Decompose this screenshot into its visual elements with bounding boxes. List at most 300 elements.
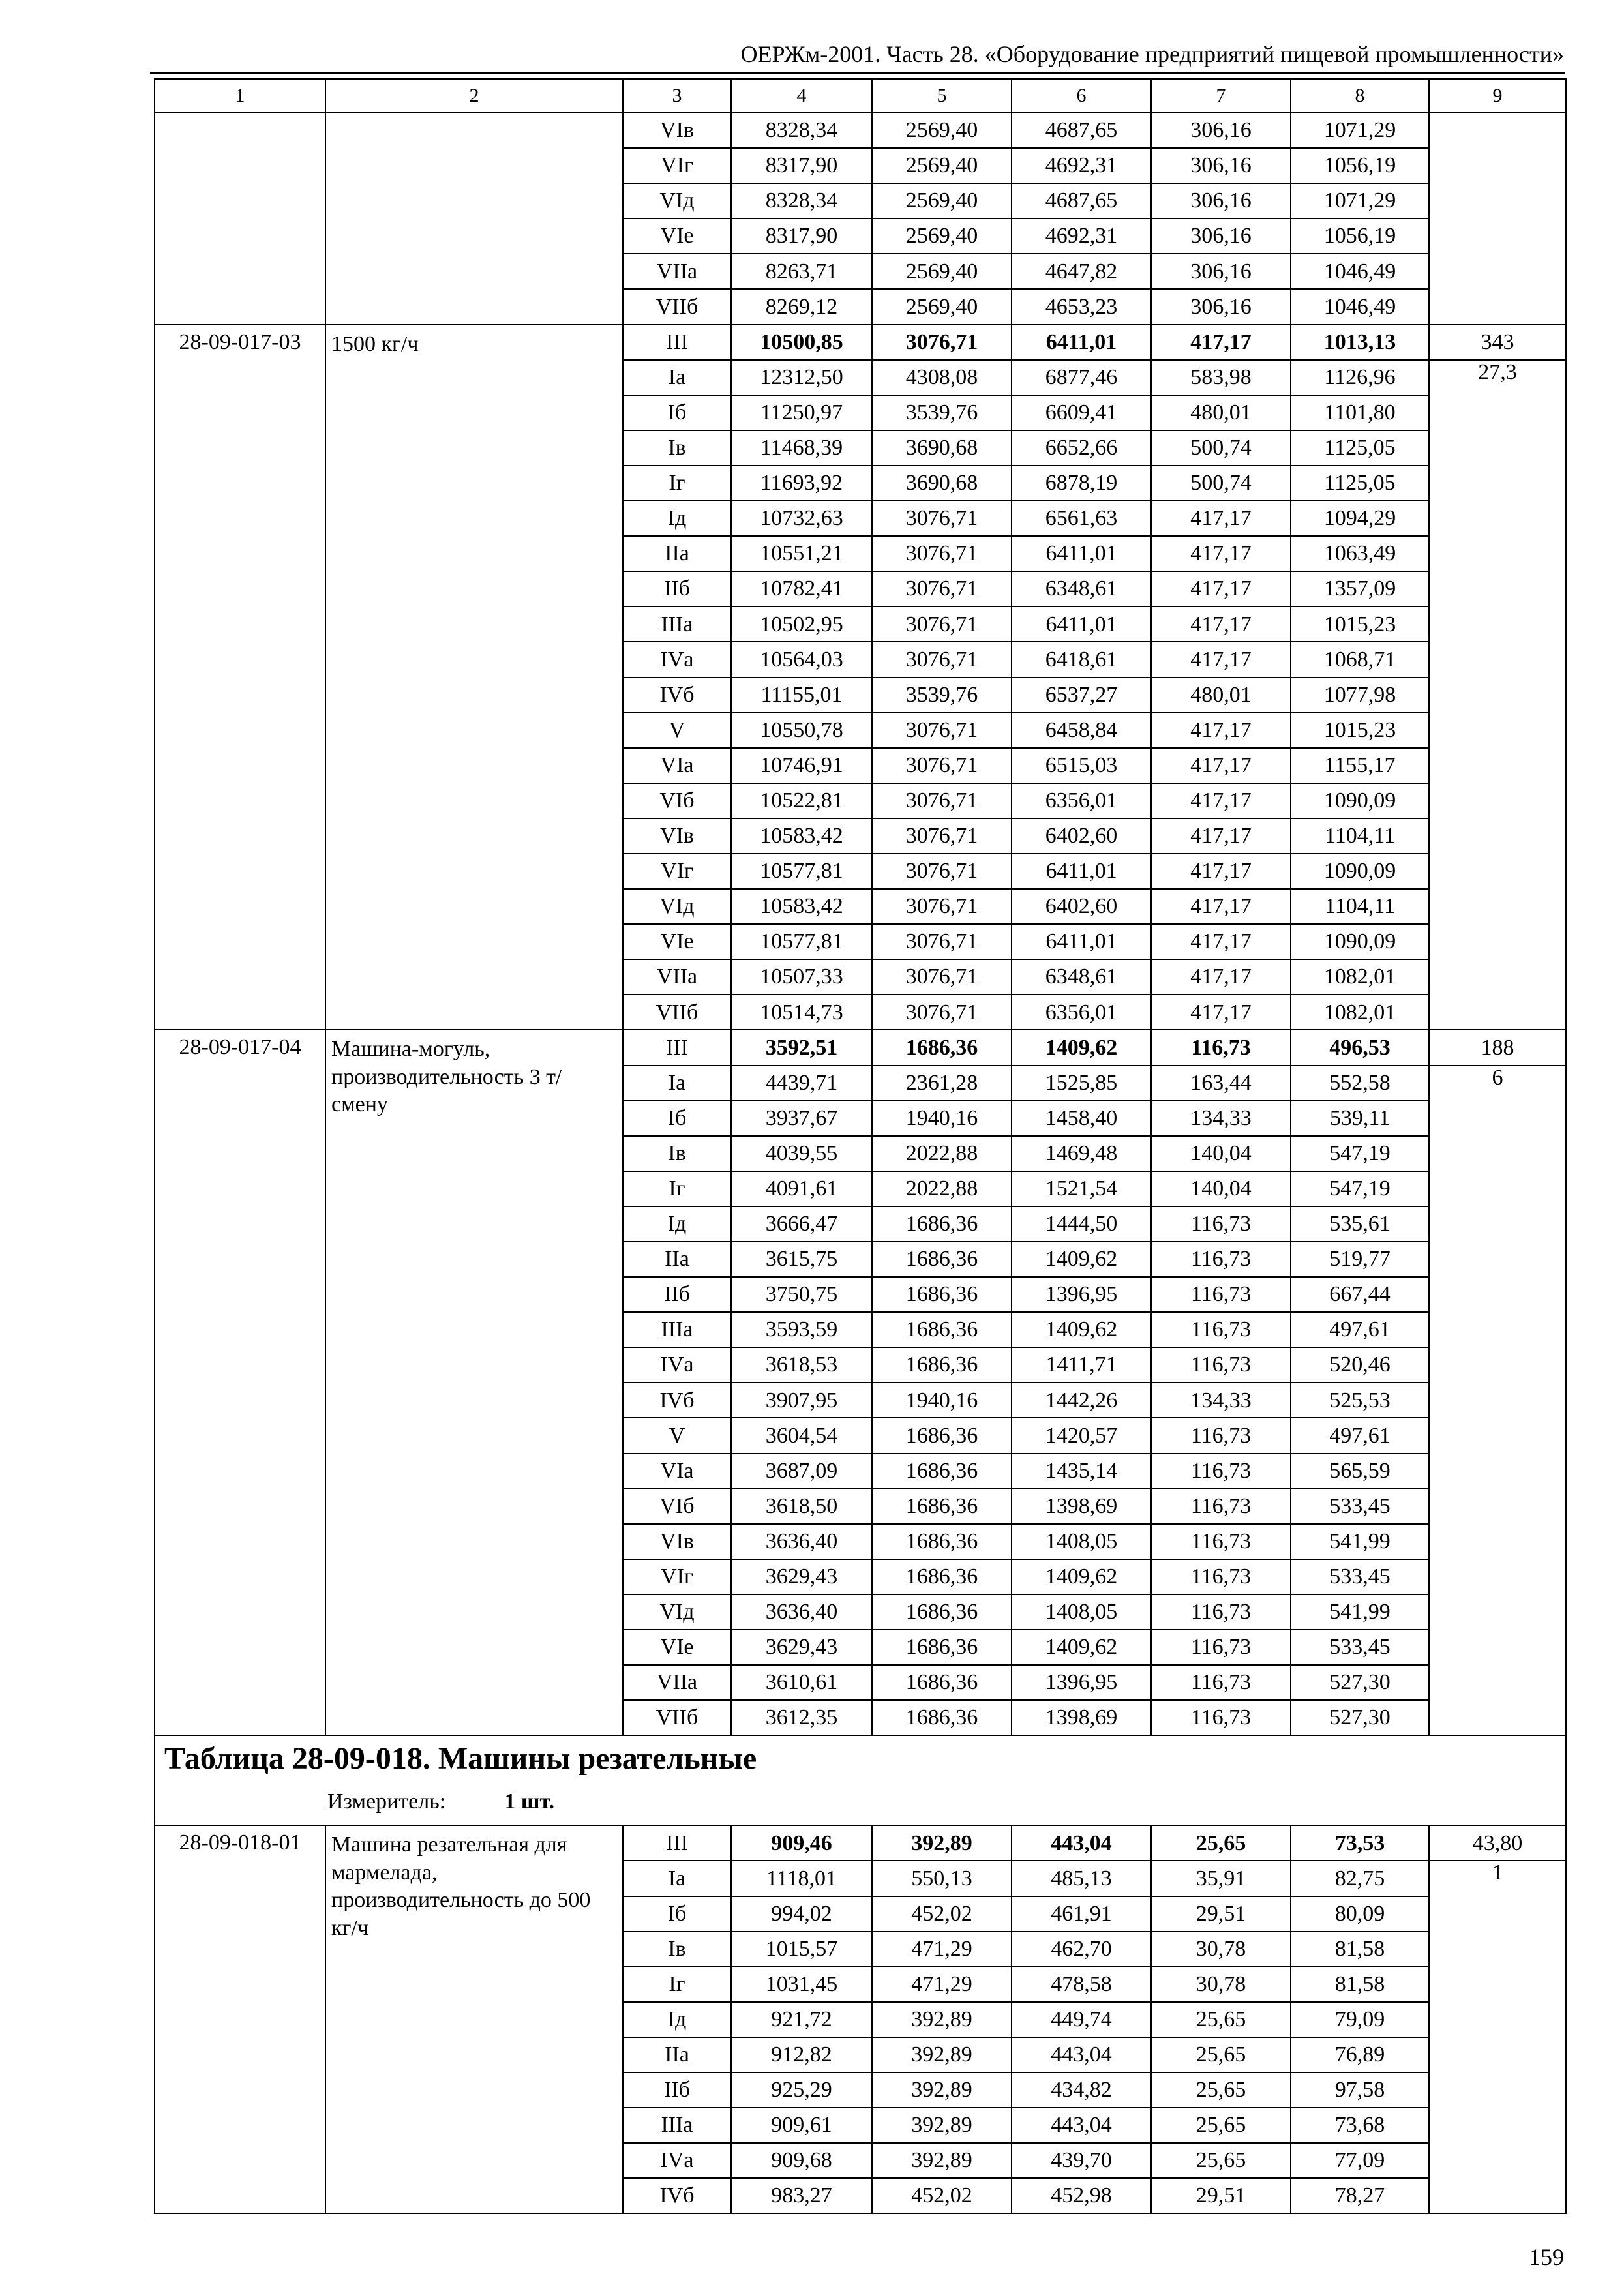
value-cell: 497,61 xyxy=(1291,1418,1429,1453)
value-cell: 8328,34 xyxy=(731,183,872,218)
header-rule xyxy=(150,72,1565,76)
value-cell: 116,73 xyxy=(1151,1418,1291,1453)
value-cell: 533,45 xyxy=(1291,1559,1429,1594)
zone-cell: IVб xyxy=(623,678,731,713)
value-cell: 134,33 xyxy=(1151,1101,1291,1136)
item-name-cell: Машина резательная для мармелада, производительность до 500 кг/ч xyxy=(325,1825,623,2213)
value-cell: 1686,36 xyxy=(872,1312,1012,1347)
value-cell: 1063,49 xyxy=(1291,536,1429,571)
value-cell: 3076,71 xyxy=(872,501,1012,536)
value-cell: 10564,03 xyxy=(731,642,872,677)
value-cell: 1686,36 xyxy=(872,1489,1012,1524)
value-cell: 3612,35 xyxy=(731,1700,872,1735)
zone-cell: VIIа xyxy=(623,959,731,995)
value-cell: 541,99 xyxy=(1291,1524,1429,1559)
value-cell: 3076,71 xyxy=(872,783,1012,818)
value-cell: 912,82 xyxy=(731,2037,872,2072)
value-cell: 1396,95 xyxy=(1012,1277,1151,1312)
value-cell: 3636,40 xyxy=(731,1594,872,1630)
value-cell: 306,16 xyxy=(1151,113,1291,148)
value-cell: 3076,71 xyxy=(872,924,1012,959)
value-cell: 1686,36 xyxy=(872,1700,1012,1735)
value-cell: 539,11 xyxy=(1291,1101,1429,1136)
value-cell: 3076,71 xyxy=(872,713,1012,748)
value-cell: 550,13 xyxy=(872,1861,1012,1896)
value-cell: 3690,68 xyxy=(872,430,1012,466)
value-cell: 25,65 xyxy=(1151,1825,1291,1861)
value-cell: 25,65 xyxy=(1151,2072,1291,2108)
zone-cell: VIг xyxy=(623,148,731,183)
value-cell: 392,89 xyxy=(872,2108,1012,2143)
zone-cell: Iа xyxy=(623,1066,731,1101)
zone-cell: IVб xyxy=(623,1383,731,1418)
value-cell: 994,02 xyxy=(731,1896,872,1932)
value-cell: 2569,40 xyxy=(872,254,1012,289)
value-cell: 471,29 xyxy=(872,1932,1012,1967)
value-cell: 1408,05 xyxy=(1012,1524,1151,1559)
value-cell: 10583,42 xyxy=(731,889,872,924)
value-cell: 25,65 xyxy=(1151,2108,1291,2143)
value-cell: 417,17 xyxy=(1151,854,1291,889)
value-cell: 116,73 xyxy=(1151,1489,1291,1524)
value-cell: 471,29 xyxy=(872,1967,1012,2002)
value-cell: 1046,49 xyxy=(1291,254,1429,289)
value-cell: 6561,63 xyxy=(1012,501,1151,536)
value-cell: 1469,48 xyxy=(1012,1136,1151,1171)
zone-cell: Iв xyxy=(623,430,731,466)
zone-cell: IIа xyxy=(623,2037,731,2072)
value-cell: 6609,41 xyxy=(1012,395,1151,430)
table-row xyxy=(155,1030,1566,1065)
value-cell: 520,46 xyxy=(1291,1347,1429,1383)
value-cell: 6411,01 xyxy=(1012,924,1151,959)
value-cell: 6458,84 xyxy=(1012,713,1151,748)
value-cell: 35,91 xyxy=(1151,1861,1291,1896)
col9-cell xyxy=(1429,113,1566,325)
zone-cell: Iв xyxy=(623,1136,731,1171)
zone-cell: IIб xyxy=(623,1277,731,1312)
value-cell: 3076,71 xyxy=(872,571,1012,606)
zone-cell: VIд xyxy=(623,1594,731,1630)
zone-cell: V xyxy=(623,1418,731,1453)
value-cell: 11468,39 xyxy=(731,430,872,466)
value-cell: 1940,16 xyxy=(872,1101,1012,1136)
value-cell: 552,58 xyxy=(1291,1066,1429,1101)
value-cell: 10746,91 xyxy=(731,748,872,783)
zone-cell: VIIб xyxy=(623,1700,731,1735)
value-cell: 449,74 xyxy=(1012,2002,1151,2037)
value-cell: 3076,71 xyxy=(872,818,1012,854)
col9-cell: 188 xyxy=(1429,1030,1566,1065)
zone-cell: IIб xyxy=(623,571,731,606)
zone-cell: V xyxy=(623,713,731,748)
value-cell: 4692,31 xyxy=(1012,218,1151,254)
unit-value: 1 шт. xyxy=(504,1789,555,1814)
zone-cell: VIIа xyxy=(623,254,731,289)
zone-cell: VIб xyxy=(623,783,731,818)
value-cell: 134,33 xyxy=(1151,1383,1291,1418)
value-cell: 6348,61 xyxy=(1012,571,1151,606)
value-cell: 12312,50 xyxy=(731,360,872,395)
value-cell: 565,59 xyxy=(1291,1454,1429,1489)
value-cell: 10500,85 xyxy=(731,325,872,360)
value-cell: 3539,76 xyxy=(872,678,1012,713)
zone-cell: IVб xyxy=(623,2178,731,2213)
value-cell: 8328,34 xyxy=(731,113,872,148)
value-cell: 6402,60 xyxy=(1012,889,1151,924)
value-cell: 417,17 xyxy=(1151,713,1291,748)
value-cell: 533,45 xyxy=(1291,1489,1429,1524)
value-cell: 535,61 xyxy=(1291,1206,1429,1242)
value-cell: 1409,62 xyxy=(1012,1030,1151,1065)
value-cell: 140,04 xyxy=(1151,1171,1291,1206)
zone-cell: III xyxy=(623,325,731,360)
value-cell: 8317,90 xyxy=(731,218,872,254)
value-cell: 306,16 xyxy=(1151,254,1291,289)
value-cell: 392,89 xyxy=(872,2037,1012,2072)
item-name-cell: Машина-могуль, производительность 3 т/смену xyxy=(325,1030,623,1735)
section-title: Таблица 28-09-018. Машины резательные xyxy=(164,1741,757,1776)
value-cell: 10577,81 xyxy=(731,854,872,889)
zone-cell: Iг xyxy=(623,1967,731,2002)
value-cell: 6402,60 xyxy=(1012,818,1151,854)
value-cell: 3593,59 xyxy=(731,1312,872,1347)
unit-line xyxy=(327,1790,1560,1814)
value-cell: 921,72 xyxy=(731,2002,872,2037)
zone-cell: VIе xyxy=(623,924,731,959)
value-cell: 6878,19 xyxy=(1012,466,1151,501)
value-cell: 392,89 xyxy=(872,2143,1012,2178)
value-cell: 10551,21 xyxy=(731,536,872,571)
value-cell: 306,16 xyxy=(1151,218,1291,254)
value-cell: 417,17 xyxy=(1151,783,1291,818)
value-cell: 306,16 xyxy=(1151,148,1291,183)
value-cell: 1435,14 xyxy=(1012,1454,1151,1489)
value-cell: 3076,71 xyxy=(872,995,1012,1030)
zone-cell: Iд xyxy=(623,501,731,536)
value-cell: 485,13 xyxy=(1012,1861,1151,1896)
value-cell: 1420,57 xyxy=(1012,1418,1151,1453)
value-cell: 541,99 xyxy=(1291,1594,1429,1630)
item-code-cell: 28-09-017-04 xyxy=(155,1030,325,1735)
column-number: 8 xyxy=(1291,79,1429,113)
col9-cell: 343 xyxy=(1429,325,1566,360)
value-cell: 116,73 xyxy=(1151,1347,1291,1383)
value-cell: 1104,11 xyxy=(1291,889,1429,924)
value-cell: 1015,57 xyxy=(731,1932,872,1967)
value-cell: 525,53 xyxy=(1291,1383,1429,1418)
value-cell: 77,09 xyxy=(1291,2143,1429,2178)
value-cell: 1686,36 xyxy=(872,1418,1012,1453)
value-cell: 1013,13 xyxy=(1291,325,1429,360)
value-cell: 306,16 xyxy=(1151,289,1291,324)
section-header-row xyxy=(155,1735,1566,1825)
value-cell: 3539,76 xyxy=(872,395,1012,430)
value-cell: 6418,61 xyxy=(1012,642,1151,677)
value-cell: 1082,01 xyxy=(1291,959,1429,995)
value-cell: 1686,36 xyxy=(872,1559,1012,1594)
value-cell: 2569,40 xyxy=(872,289,1012,324)
value-cell: 3690,68 xyxy=(872,466,1012,501)
zone-cell: Iа xyxy=(623,360,731,395)
zone-cell: Iд xyxy=(623,1206,731,1242)
value-cell: 1409,62 xyxy=(1012,1312,1151,1347)
zone-cell: IIIа xyxy=(623,1312,731,1347)
value-cell: 25,65 xyxy=(1151,2037,1291,2072)
value-cell: 3076,71 xyxy=(872,889,1012,924)
value-cell: 1126,96 xyxy=(1291,360,1429,395)
value-cell: 10522,81 xyxy=(731,783,872,818)
col9-cell: 27,3 xyxy=(1429,360,1566,1030)
value-cell: 10550,78 xyxy=(731,713,872,748)
value-cell: 1411,71 xyxy=(1012,1347,1151,1383)
value-cell: 76,89 xyxy=(1291,2037,1429,2072)
value-cell: 6515,03 xyxy=(1012,748,1151,783)
value-cell: 1090,09 xyxy=(1291,783,1429,818)
value-cell: 417,17 xyxy=(1151,325,1291,360)
value-cell: 1686,36 xyxy=(872,1524,1012,1559)
value-cell: 443,04 xyxy=(1012,2037,1151,2072)
zone-cell: VIв xyxy=(623,818,731,854)
value-cell: 3076,71 xyxy=(872,854,1012,889)
zone-cell: Iа xyxy=(623,1861,731,1896)
col9-cell: 1 xyxy=(1429,1861,1566,2213)
value-cell: 116,73 xyxy=(1151,1242,1291,1277)
value-cell: 73,68 xyxy=(1291,2108,1429,2143)
zone-cell: VIг xyxy=(623,1559,731,1594)
value-cell: 3076,71 xyxy=(872,536,1012,571)
value-cell: 10502,95 xyxy=(731,606,872,642)
value-cell: 6356,01 xyxy=(1012,783,1151,818)
value-cell: 1409,62 xyxy=(1012,1630,1151,1665)
value-cell: 3629,43 xyxy=(731,1630,872,1665)
value-cell: 1396,95 xyxy=(1012,1665,1151,1700)
value-cell: 1940,16 xyxy=(872,1383,1012,1418)
value-cell: 2361,28 xyxy=(872,1066,1012,1101)
value-cell: 3750,75 xyxy=(731,1277,872,1312)
value-cell: 497,61 xyxy=(1291,1312,1429,1347)
value-cell: 4091,61 xyxy=(731,1171,872,1206)
value-cell: 1155,17 xyxy=(1291,748,1429,783)
zone-cell: III xyxy=(623,1030,731,1065)
value-cell: 1090,09 xyxy=(1291,854,1429,889)
column-number: 4 xyxy=(731,79,872,113)
value-cell: 10577,81 xyxy=(731,924,872,959)
value-cell: 11250,97 xyxy=(731,395,872,430)
value-cell: 1056,19 xyxy=(1291,148,1429,183)
zone-cell: VIв xyxy=(623,113,731,148)
value-cell: 1125,05 xyxy=(1291,466,1429,501)
value-cell: 4039,55 xyxy=(731,1136,872,1171)
value-cell: 1408,05 xyxy=(1012,1594,1151,1630)
zone-cell: IVа xyxy=(623,642,731,677)
zone-cell: IIIа xyxy=(623,2108,731,2143)
value-cell: 4692,31 xyxy=(1012,148,1151,183)
value-cell: 8263,71 xyxy=(731,254,872,289)
zone-cell: Iв xyxy=(623,1932,731,1967)
value-cell: 417,17 xyxy=(1151,536,1291,571)
value-cell: 983,27 xyxy=(731,2178,872,2213)
value-cell: 97,58 xyxy=(1291,2072,1429,2108)
zone-cell: VIд xyxy=(623,889,731,924)
value-cell: 10732,63 xyxy=(731,501,872,536)
zone-cell: VIе xyxy=(623,218,731,254)
zone-cell: IVа xyxy=(623,1347,731,1383)
zone-cell: Iб xyxy=(623,1101,731,1136)
value-cell: 443,04 xyxy=(1012,1825,1151,1861)
value-cell: 116,73 xyxy=(1151,1277,1291,1312)
value-cell: 2569,40 xyxy=(872,183,1012,218)
zone-cell: VIIб xyxy=(623,995,731,1030)
page-number: 159 xyxy=(1529,2244,1564,2270)
value-cell: 1409,62 xyxy=(1012,1559,1151,1594)
value-cell: 10782,41 xyxy=(731,571,872,606)
value-cell: 417,17 xyxy=(1151,995,1291,1030)
column-number: 7 xyxy=(1151,79,1291,113)
item-code-cell: 28-09-018-01 xyxy=(155,1825,325,2213)
value-cell: 29,51 xyxy=(1151,1896,1291,1932)
value-cell: 81,58 xyxy=(1291,1967,1429,2002)
value-cell: 6411,01 xyxy=(1012,536,1151,571)
column-number: 5 xyxy=(872,79,1012,113)
column-number: 1 xyxy=(155,79,325,113)
item-name-cell xyxy=(325,113,623,325)
value-cell: 116,73 xyxy=(1151,1454,1291,1489)
value-cell: 30,78 xyxy=(1151,1932,1291,1967)
value-cell: 2569,40 xyxy=(872,113,1012,148)
value-cell: 73,53 xyxy=(1291,1825,1429,1861)
value-cell: 1458,40 xyxy=(1012,1101,1151,1136)
zone-cell: VIа xyxy=(623,748,731,783)
value-cell: 3604,54 xyxy=(731,1418,872,1453)
zone-cell: IVа xyxy=(623,2143,731,2178)
value-cell: 4308,08 xyxy=(872,360,1012,395)
value-cell: 1056,19 xyxy=(1291,218,1429,254)
value-cell: 3076,71 xyxy=(872,959,1012,995)
price-table xyxy=(154,78,1567,2214)
column-number: 3 xyxy=(623,79,731,113)
value-cell: 1686,36 xyxy=(872,1030,1012,1065)
value-cell: 392,89 xyxy=(872,1825,1012,1861)
value-cell: 1521,54 xyxy=(1012,1171,1151,1206)
zone-cell: Iб xyxy=(623,395,731,430)
value-cell: 1015,23 xyxy=(1291,713,1429,748)
value-cell: 78,27 xyxy=(1291,2178,1429,2213)
table-row xyxy=(155,113,1566,148)
value-cell: 439,70 xyxy=(1012,2143,1151,2178)
value-cell: 11155,01 xyxy=(731,678,872,713)
value-cell: 452,98 xyxy=(1012,2178,1151,2213)
zone-cell: IIб xyxy=(623,2072,731,2108)
value-cell: 3592,51 xyxy=(731,1030,872,1065)
value-cell: 2569,40 xyxy=(872,148,1012,183)
value-cell: 1442,26 xyxy=(1012,1383,1151,1418)
zone-cell: VIб xyxy=(623,1489,731,1524)
value-cell: 10583,42 xyxy=(731,818,872,854)
value-cell: 527,30 xyxy=(1291,1700,1429,1735)
value-cell: 925,29 xyxy=(731,2072,872,2108)
value-cell: 1046,49 xyxy=(1291,289,1429,324)
value-cell: 480,01 xyxy=(1151,395,1291,430)
column-number: 9 xyxy=(1429,79,1566,113)
value-cell: 519,77 xyxy=(1291,1242,1429,1277)
value-cell: 3618,53 xyxy=(731,1347,872,1383)
value-cell: 1686,36 xyxy=(872,1630,1012,1665)
value-cell: 116,73 xyxy=(1151,1700,1291,1735)
value-cell: 30,78 xyxy=(1151,1967,1291,2002)
zone-cell: VIе xyxy=(623,1630,731,1665)
zone-cell: VIIа xyxy=(623,1665,731,1700)
value-cell: 417,17 xyxy=(1151,748,1291,783)
value-cell: 1071,29 xyxy=(1291,183,1429,218)
value-cell: 3629,43 xyxy=(731,1559,872,1594)
value-cell: 547,19 xyxy=(1291,1171,1429,1206)
value-cell: 417,17 xyxy=(1151,889,1291,924)
value-cell: 2022,88 xyxy=(872,1171,1012,1206)
value-cell: 417,17 xyxy=(1151,606,1291,642)
value-cell: 417,17 xyxy=(1151,924,1291,959)
value-cell: 3615,75 xyxy=(731,1242,872,1277)
value-cell: 1015,23 xyxy=(1291,606,1429,642)
value-cell: 11693,92 xyxy=(731,466,872,501)
zone-cell: IIа xyxy=(623,1242,731,1277)
value-cell: 1031,45 xyxy=(731,1967,872,2002)
value-cell: 6877,46 xyxy=(1012,360,1151,395)
value-cell: 3687,09 xyxy=(731,1454,872,1489)
value-cell: 461,91 xyxy=(1012,1896,1151,1932)
zone-cell: Iб xyxy=(623,1896,731,1932)
value-cell: 163,44 xyxy=(1151,1066,1291,1101)
zone-cell: VIв xyxy=(623,1524,731,1559)
value-cell: 1104,11 xyxy=(1291,818,1429,854)
value-cell: 496,53 xyxy=(1291,1030,1429,1065)
value-cell: 3610,61 xyxy=(731,1665,872,1700)
value-cell: 116,73 xyxy=(1151,1030,1291,1065)
value-cell: 547,19 xyxy=(1291,1136,1429,1171)
value-cell: 1125,05 xyxy=(1291,430,1429,466)
value-cell: 462,70 xyxy=(1012,1932,1151,1967)
value-cell: 909,68 xyxy=(731,2143,872,2178)
value-cell: 306,16 xyxy=(1151,183,1291,218)
value-cell: 116,73 xyxy=(1151,1524,1291,1559)
value-cell: 8269,12 xyxy=(731,289,872,324)
zone-cell: Iг xyxy=(623,1171,731,1206)
value-cell: 25,65 xyxy=(1151,2143,1291,2178)
value-cell: 1090,09 xyxy=(1291,924,1429,959)
value-cell: 140,04 xyxy=(1151,1136,1291,1171)
value-cell: 417,17 xyxy=(1151,642,1291,677)
value-cell: 4687,65 xyxy=(1012,113,1151,148)
value-cell: 452,02 xyxy=(872,1896,1012,1932)
value-cell: 443,04 xyxy=(1012,2108,1151,2143)
value-cell: 3618,50 xyxy=(731,1489,872,1524)
zone-cell: III xyxy=(623,1825,731,1861)
value-cell: 392,89 xyxy=(872,2002,1012,2037)
value-cell: 4653,23 xyxy=(1012,289,1151,324)
value-cell: 25,65 xyxy=(1151,2002,1291,2037)
value-cell: 6411,01 xyxy=(1012,325,1151,360)
value-cell: 3076,71 xyxy=(872,642,1012,677)
value-cell: 434,82 xyxy=(1012,2072,1151,2108)
value-cell: 29,51 xyxy=(1151,2178,1291,2213)
value-cell: 116,73 xyxy=(1151,1665,1291,1700)
value-cell: 4439,71 xyxy=(731,1066,872,1101)
value-cell: 116,73 xyxy=(1151,1206,1291,1242)
value-cell: 1357,09 xyxy=(1291,571,1429,606)
zone-cell: VIа xyxy=(623,1454,731,1489)
zone-cell: Iд xyxy=(623,2002,731,2037)
value-cell: 909,46 xyxy=(731,1825,872,1861)
